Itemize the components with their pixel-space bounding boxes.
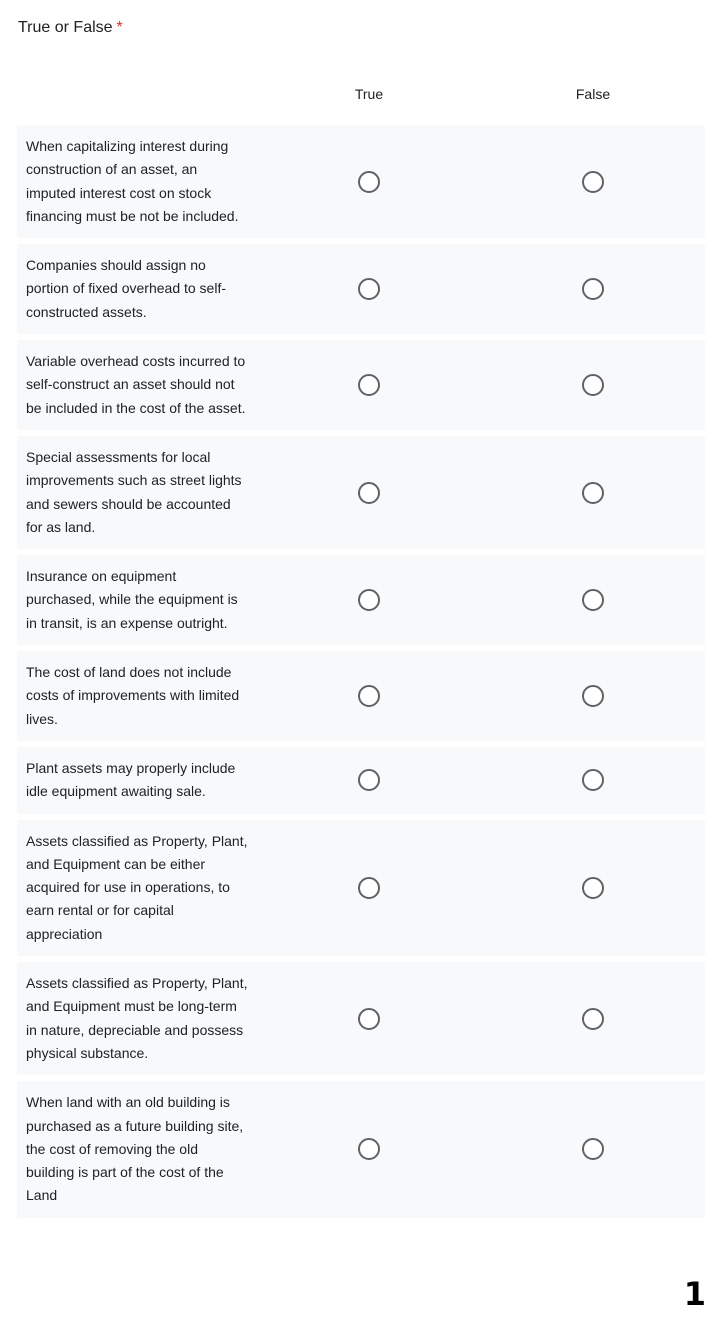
row-label: The cost of land does not include costs of improvements with limited lives. [26,664,240,727]
grid-row [17,125,705,238]
grid-row [17,340,705,430]
radio-true[interactable] [358,589,380,611]
row-label: When land with an old building is purchased as a future building site, the cost of removing the old building is part of the cost of the Land [26,1094,244,1204]
radio-false[interactable] [582,1008,604,1030]
grid-row [17,747,705,814]
radio-true[interactable] [358,171,380,193]
column-header-true: True [354,86,384,102]
radio-true[interactable] [358,769,380,791]
grid-row [17,1081,705,1217]
radio-true[interactable] [358,685,380,707]
grid-row-inner [26,661,705,731]
row-label: Assets classified as Property, Plant, and Equipment can be either acquired for use in operations, to earn rental or for capital appreciation [26,832,248,942]
grid-row-inner [26,972,705,1065]
radio-true[interactable] [358,278,380,300]
column-header-false: False [575,86,611,102]
grid-row-inner [26,757,705,804]
grid-row [17,244,705,334]
page-number: 1 [683,1275,706,1313]
grid-row [17,962,705,1075]
radio-false[interactable] [582,589,604,611]
radio-true[interactable] [358,877,380,899]
row-label: Companies should assign no portion of fixed overhead to self-constructed assets. [26,257,227,320]
radio-false[interactable] [582,482,604,504]
grid-row [17,436,705,549]
grid-row-inner [26,1091,705,1207]
grid-row [17,651,705,741]
radio-true[interactable] [358,374,380,396]
grid-row [17,555,705,645]
question-title-text: True or False [18,19,113,36]
radio-false[interactable] [582,1138,604,1160]
grid-row-inner [26,565,705,635]
row-label: Insurance on equipment purchased, while the equipment is in transit, is an expense outright. [26,568,238,631]
choice-grid [17,125,705,1224]
question-title [18,19,123,37]
grid-row-inner [26,350,705,420]
row-label: Plant assets may properly include idle equipment awaiting sale. [26,759,236,800]
grid-row-inner [26,446,705,539]
row-label: When capitalizing interest during construction of an asset, an imputed interest cost on stock financing must be not be included. [26,138,239,224]
grid-row-inner [26,254,705,324]
grid-row-inner [26,830,705,946]
row-label: Assets classified as Property, Plant, and Equipment must be long-term in nature, depreciable and possess physical substance. [26,975,248,1061]
radio-false[interactable] [582,278,604,300]
grid-row [17,820,705,956]
radio-false[interactable] [582,171,604,193]
radio-false[interactable] [582,877,604,899]
radio-false[interactable] [582,685,604,707]
radio-false[interactable] [582,374,604,396]
radio-true[interactable] [358,1138,380,1160]
radio-false[interactable] [582,769,604,791]
grid-row-inner [26,135,705,228]
radio-true[interactable] [358,1008,380,1030]
row-label: Variable overhead costs incurred to self-construct an asset should not be included in the cost of the asset. [26,353,246,416]
row-label: Special assessments for local improvements such as street lights and sewers should be accounted for as land. [26,448,242,535]
radio-true[interactable] [358,482,380,504]
required-star: * [116,19,123,36]
